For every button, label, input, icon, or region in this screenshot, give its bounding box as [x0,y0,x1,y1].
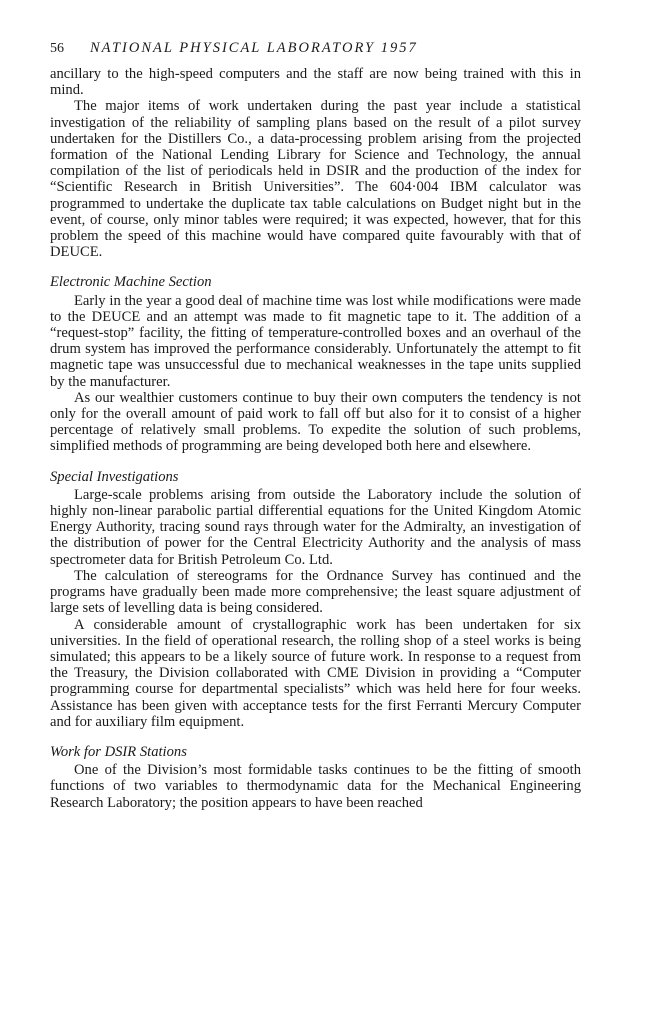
body-text [50,66,581,811]
paragraph: The major items of work undertaken during the past year include a statistical investigation of the reliability of sampling plans based on the result of a pilot survey undertaken for the Distillers Co., a data-processing problem arising from the projected formation of the National Lending Library for Science and Technology, the annual compilation of the list of periodicals held in DSIR and the production of the index for “Scientific Research in British Universities”. The 604·004 IBM calculator was programmed to undertake the duplicate tax table calculations on Budget night but in the event, of course, only minor tables were required; it was expected, however, that for this problem the speed of this machine would have compared quite favourably with that of DEUCE. [50,98,581,261]
paragraph: The calculation of stereograms for the Ordnance Survey has continued and the programs have gradually been made more comprehensive; the least square adjustment of large sets of levelling data is being considered. [50,567,581,617]
section-heading: Work for DSIR Stations [50,743,187,760]
paragraph: Large-scale problems arising from outside the Laboratory include the solution of highly non-linear parabolic partial differential equations for the United Kingdom Atomic Energy Authority, tracing sound rays through water for the Admiralty, an investigation of the distribution of power for the Central Electricity Authority and the analysis of mass spectrometer data for British Petroleum Co. Ltd. [50,486,581,568]
page-number: 56 [50,41,64,56]
paragraph: One of the Division’s most formidable tasks continues to be the fitting of smooth functions of two variables to thermodynamic data for the Mechanical Engineering Research Laboratory; the position appears to have been reached [50,762,581,811]
paragraph: Early in the year a good deal of machine time was lost while modifications were made to the DEUCE and an attempt was made to fit magnetic tape to it. The addition of a “request-stop” facility, the fitting of temperature-controlled boxes and an overhaul of the drum system has improved the performance considerably. Unfortunately the attempt to fit magnetic tape was unsuccessful due to mechanical weaknesses in the tape units supplied by the manufacturer. [50,292,581,390]
paragraph: ancillary to the high-speed computers and the staff are now being trained with this in mind. [50,66,581,99]
section-heading: Special Investigations [50,468,179,485]
running-header [50,40,581,60]
running-title: NATIONAL PHYSICAL LABORATORY 1957 [90,40,418,56]
paragraph: A considerable amount of crystallographic work has been undertaken for six universities. In the field of operational research, the rolling shop of a steel works is being simulated; this appears to be a likely source of future work. In response to a request from the Treasury, the Division collaborated with CME Division in providing a “Computer programming course for departmental specialists” which was held here for four weeks. Assistance has been given with acceptance tests for the first Ferranti Mercury Computer and for auxiliary film equipment. [50,616,581,730]
paragraph: As our wealthier customers continue to buy their own computers the tendency is not only for the overall amount of paid work to fall off but also for it to consist of a higher percentage of relatively small problems. To expedite the solution of such problems, simplified methods of programming are being developed both here and elsewhere. [50,389,581,455]
section-heading: Electronic Machine Section [50,274,212,291]
document-page [50,40,581,811]
